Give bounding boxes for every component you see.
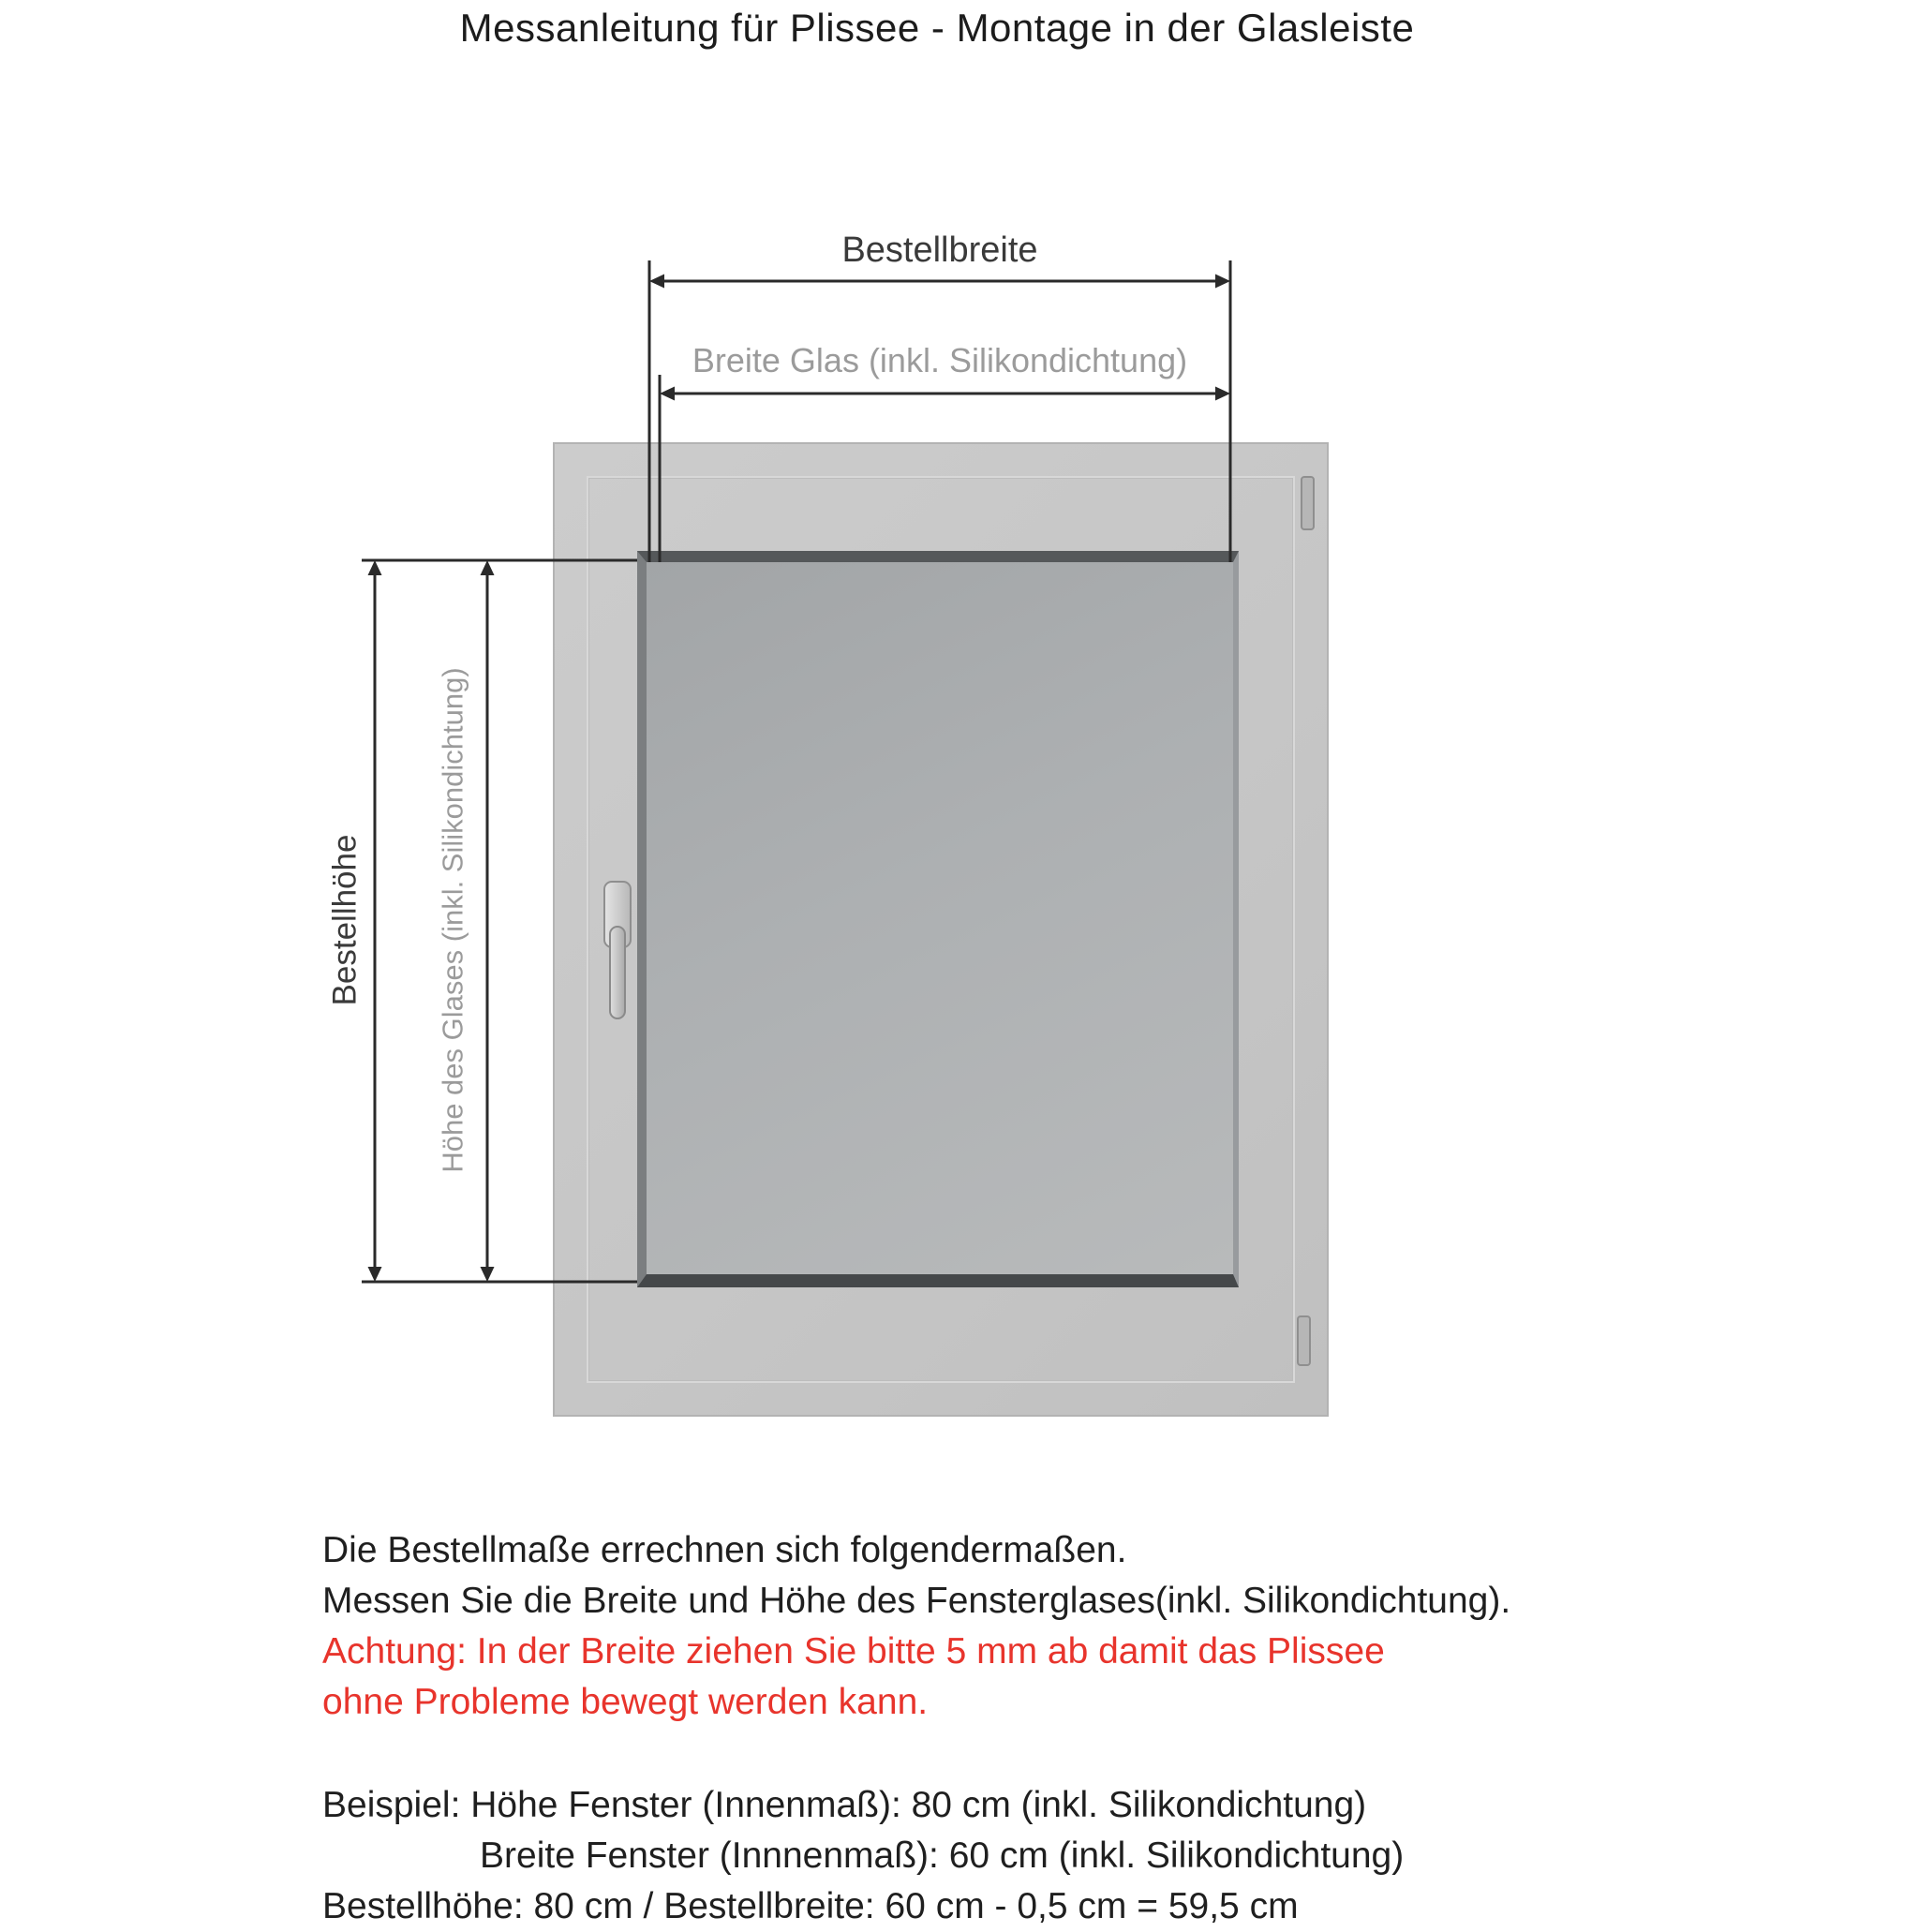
page-title: Messanleitung für Plissee - Montage in der Glasleiste bbox=[459, 6, 1415, 50]
label-order-width: Bestellbreite bbox=[841, 230, 1038, 270]
example-line-2: Breite Fenster (Innnenmaß): 60 cm (inkl. Silikondichtung) bbox=[480, 1835, 1405, 1876]
label-glass-width: Breite Glas (inkl. Silikondichtung) bbox=[692, 341, 1188, 379]
instruction-line-1: Die Bestellmaße errechnen sich folgendermaßen. bbox=[322, 1530, 1127, 1570]
instruction-line-2: Messen Sie die Breite und Höhe des Fensterglases(inkl. Silikondichtung). bbox=[322, 1581, 1511, 1621]
label-order-height-text: Bestellhöhe bbox=[326, 834, 364, 1006]
instructions-block bbox=[322, 1525, 1510, 1728]
example-block bbox=[322, 1780, 1404, 1932]
window-hinge-bottom bbox=[1297, 1315, 1311, 1366]
label-order-height bbox=[324, 558, 365, 1282]
warning-line-1: Achtung: In der Breite ziehen Sie bitte 5 mm ab damit das Plissee bbox=[322, 1631, 1385, 1672]
label-glass-height bbox=[433, 558, 474, 1282]
window-frame bbox=[553, 442, 1329, 1417]
example-line-1: Beispiel: Höhe Fenster (Innenmaß): 80 cm (inkl. Silikondichtung) bbox=[322, 1785, 1367, 1825]
example-line-3: Bestellhöhe: 80 cm / Bestellbreite: 60 cm - 0,5 cm = 59,5 cm bbox=[322, 1886, 1299, 1926]
window-handle-grip bbox=[609, 926, 626, 1019]
window-glass bbox=[637, 551, 1239, 1287]
label-glass-height-text: Höhe des Glases (inkl. Silikondichtung) bbox=[437, 667, 470, 1173]
window-hinge-top bbox=[1301, 476, 1315, 530]
warning-line-2: ohne Probleme bewegt werden kann. bbox=[322, 1682, 929, 1722]
